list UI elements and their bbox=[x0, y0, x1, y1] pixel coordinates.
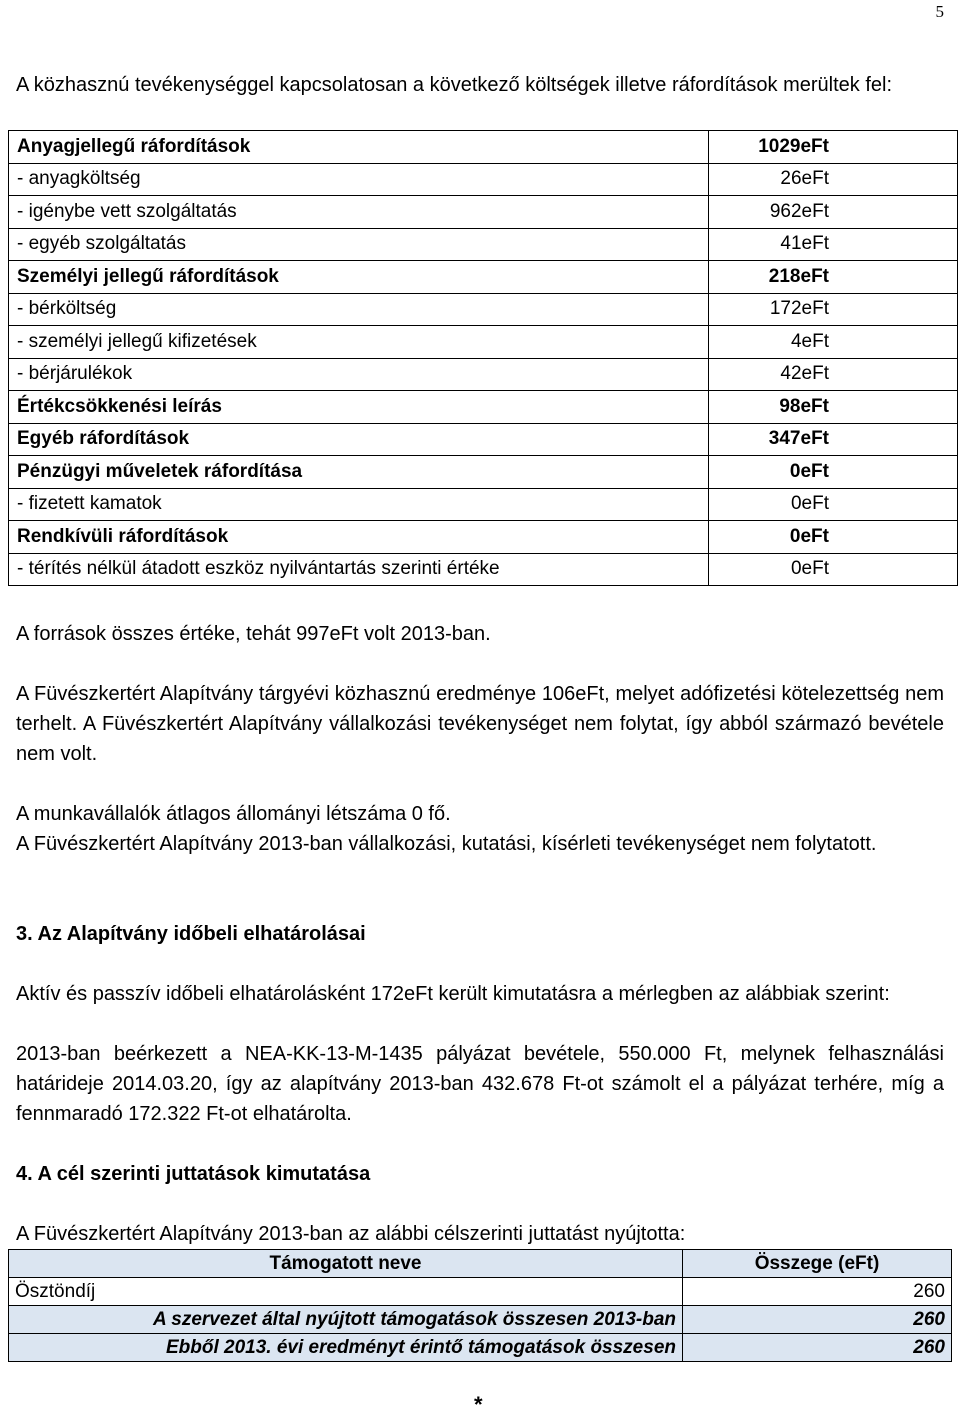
cost-row-label: Rendkívüli ráfordítások bbox=[9, 521, 709, 554]
cost-row bbox=[9, 358, 958, 391]
cost-row-label: - bérköltség bbox=[9, 293, 709, 326]
cost-row-label: - anyagköltség bbox=[9, 163, 709, 196]
cost-row bbox=[9, 521, 958, 554]
cost-row bbox=[9, 196, 958, 229]
cost-row-label: Pénzügyi műveletek ráfordítása bbox=[9, 456, 709, 489]
cost-row bbox=[9, 391, 958, 424]
cost-row-label: - fizetett kamatok bbox=[9, 488, 709, 521]
cost-row-label: - térítés nélkül átadott eszköz nyilvántartás szerinti értéke bbox=[9, 553, 709, 586]
cost-row-label: - személyi jellegű kifizetések bbox=[9, 326, 709, 359]
section-3-heading: 3. Az Alapítvány időbeli elhatárolásai bbox=[16, 923, 366, 945]
cost-row-value: 172eFt bbox=[709, 293, 958, 326]
cost-row-label: Anyagjellegű ráfordítások bbox=[9, 131, 709, 164]
support-row-amount: 260 bbox=[683, 1278, 952, 1306]
cost-row bbox=[9, 456, 958, 489]
cost-row-value: 218eFt bbox=[709, 261, 958, 294]
support-table-header bbox=[9, 1250, 952, 1278]
cost-row-label: - bérjárulékok bbox=[9, 358, 709, 391]
sources-paragraph: A források összes értéke, tehát 997eFt volt 2013-ban. bbox=[16, 623, 491, 645]
footer-asterisk: * bbox=[474, 1392, 483, 1417]
support-header-name: Támogatott neve bbox=[9, 1250, 683, 1278]
cost-row bbox=[9, 228, 958, 261]
support-subtotal-row bbox=[9, 1334, 952, 1362]
result-paragraph: A Füvészkertért Alapítvány tárgyévi közhasznú eredménye 106eFt, melyet adófizetési kötelezettség nem terhelt. A Füvészkertért Alapítvány vállalkozási tevékenységet nem folytat, így abból származó bevétele nem volt. bbox=[16, 683, 944, 765]
intro-paragraph: A közhasznú tevékenységgel kapcsolatosan a következő költségek illetve ráfordítások merültek fel: bbox=[16, 74, 893, 96]
accruals-paragraph-2: 2013-ban beérkezett a NEA-KK-13-M-1435 pályázat bevétele, 550.000 Ft, melynek felhasználási határideje 2014.03.20, így az alapítvány 2013-ban 432.678 Ft-ot számolt el a pályázat terhére, míg a fennmaradó 172.322 Ft-ot elhatárolta. bbox=[16, 1043, 944, 1125]
cost-row-label: - egyéb szolgáltatás bbox=[9, 228, 709, 261]
cost-row-value: 0eFt bbox=[709, 488, 958, 521]
cost-row-label: Egyéb ráfordítások bbox=[9, 423, 709, 456]
cost-row-label: Személyi jellegű ráfordítások bbox=[9, 261, 709, 294]
cost-table bbox=[8, 130, 958, 586]
cost-row bbox=[9, 261, 958, 294]
staff-paragraph: A munkavállalók átlagos állományi létszáma 0 fő. bbox=[16, 803, 451, 825]
cost-row-value: 962eFt bbox=[709, 196, 958, 229]
support-total-label: A szervezet által nyújtott támogatások összesen 2013-ban bbox=[9, 1306, 683, 1334]
support-row bbox=[9, 1278, 952, 1306]
cost-row-value: 42eFt bbox=[709, 358, 958, 391]
cost-row-value: 41eFt bbox=[709, 228, 958, 261]
cost-row-value: 26eFt bbox=[709, 163, 958, 196]
cost-row-value: 0eFt bbox=[709, 456, 958, 489]
support-intro-paragraph: A Füvészkertért Alapítvány 2013-ban az alábbi célszerinti juttatást nyújtotta: bbox=[16, 1223, 686, 1245]
support-total-row bbox=[9, 1306, 952, 1334]
page-number: 5 bbox=[935, 2, 944, 21]
cost-row-label: - igénybe vett szolgáltatás bbox=[9, 196, 709, 229]
cost-row-value: 347eFt bbox=[709, 423, 958, 456]
cost-row bbox=[9, 423, 958, 456]
cost-row-value: 0eFt bbox=[709, 521, 958, 554]
cost-row bbox=[9, 293, 958, 326]
support-header-amount: Összege (eFt) bbox=[683, 1250, 952, 1278]
support-subtotal-amount: 260 bbox=[683, 1334, 952, 1362]
cost-row bbox=[9, 326, 958, 359]
cost-row-value: 0eFt bbox=[709, 553, 958, 586]
accruals-paragraph-1: Aktív és passzív időbeli elhatárolásként 172eFt került kimutatásra a mérlegben az alábbiak szerint: bbox=[16, 983, 890, 1005]
cost-row bbox=[9, 488, 958, 521]
support-total-amount: 260 bbox=[683, 1306, 952, 1334]
cost-row-value: 4eFt bbox=[709, 326, 958, 359]
cost-row bbox=[9, 163, 958, 196]
cost-row bbox=[9, 553, 958, 586]
activity-paragraph: A Füvészkertért Alapítvány 2013-ban vállalkozási, kutatási, kísérleti tevékenységet nem folytatott. bbox=[16, 833, 877, 855]
cost-row-value: 1029eFt bbox=[709, 131, 958, 164]
cost-row bbox=[9, 131, 958, 164]
support-table bbox=[8, 1249, 952, 1362]
cost-row-label: Értékcsökkenési leírás bbox=[9, 391, 709, 424]
support-row-name: Ösztöndíj bbox=[9, 1278, 683, 1306]
cost-row-value: 98eFt bbox=[709, 391, 958, 424]
support-subtotal-label: Ebből 2013. évi eredményt érintő támogatások összesen bbox=[9, 1334, 683, 1362]
section-4-heading: 4. A cél szerinti juttatások kimutatása bbox=[16, 1163, 371, 1185]
